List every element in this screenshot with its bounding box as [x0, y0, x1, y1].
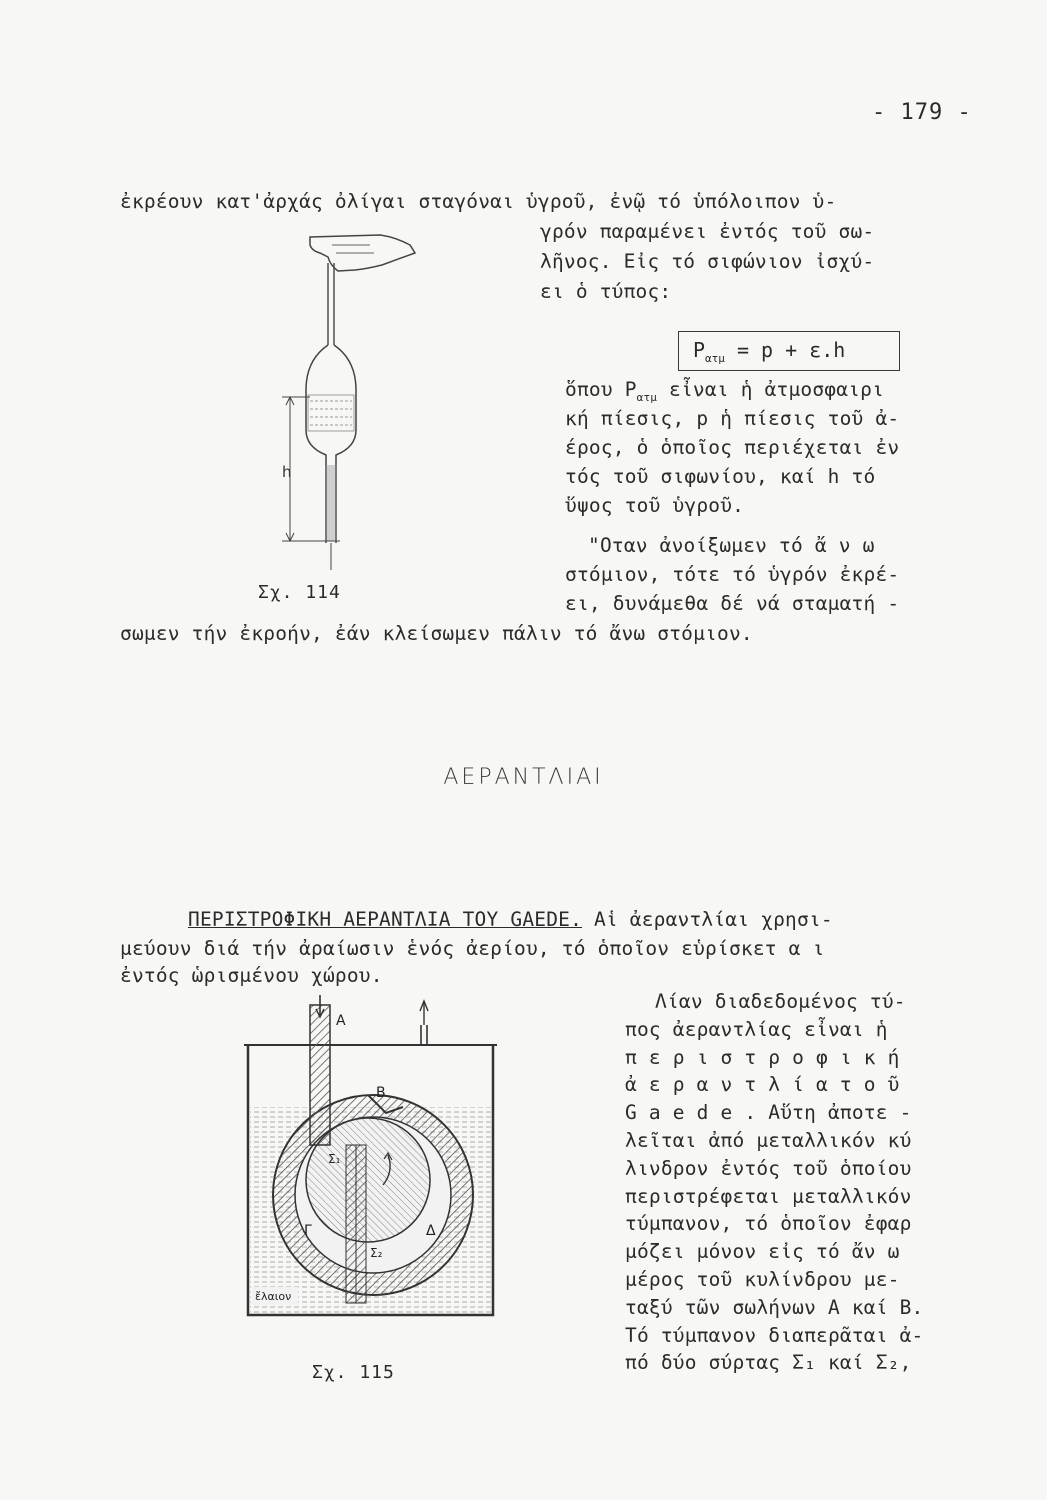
right-column-line: μόζει μόνον εἰς τό ἄν ω [625, 1240, 900, 1264]
explanation-line: ὕψος τοῦ ὑγροῦ. [565, 494, 745, 517]
right-column-line: Τό τύμπανον διαπερᾶται ἀ- [625, 1323, 924, 1347]
paragraph-line: μεύουν διά τήν ἀραίωσιν ἑνός ἀερίου, τό ὁποῖον εὑρίσκετ α ι [120, 937, 825, 960]
figure-114-caption: Σχ. 114 [258, 582, 341, 603]
formula-lhs-subscript: ατμ [705, 352, 725, 365]
explanation-text: ὅπου P [565, 378, 637, 401]
right-column-line: ταξύ τῶν σωλήνων A καί B. [625, 1295, 924, 1319]
paragraph-line [188, 908, 833, 931]
paragraph-text: Αἱ ἀεραντλίαι χρησι- [582, 908, 833, 931]
label-gamma: Γ [304, 1223, 312, 1239]
section-heading: ΑΕΡΑΝΤΛΙΑΙ [443, 765, 604, 790]
formula-lhs: P [693, 338, 706, 362]
page-number: - 179 - [872, 100, 972, 125]
paragraph-line: ει, δυνάμεθα δέ νά σταματή - [565, 592, 900, 615]
label-a: A [336, 1013, 346, 1029]
explanation-line: έρος, ὁ ὁποῖος περιέχεται ἐν [565, 436, 900, 459]
label-sigma2: Σ₂ [370, 1246, 383, 1260]
paragraph-line: ει ὁ τύπος: [540, 280, 672, 303]
right-column-line: περιστρέφεται μεταλλικόν [625, 1184, 912, 1208]
label-oil: ἔλαιον [255, 1290, 292, 1303]
right-column-line: λεῖται ἀπό μεταλλικόν κύ [625, 1129, 912, 1152]
label-delta: Δ [426, 1223, 436, 1239]
right-column-line: πό δύο σύρτας Σ₁ καί Σ₂, [625, 1351, 912, 1375]
right-column-line: πος ἀεραντλίας εἶναι ἡ [625, 1017, 888, 1041]
subsection-title: ΠΕΡΙΣΤΡΟΦΙΚΗ ΑΕΡΑΝΤΛΙΑ ΤΟΥ GAEDE. [188, 908, 583, 931]
paragraph-line: "Οταν ἀνοίξωμεν τό ἄ ν ω [588, 534, 875, 557]
figure-115-caption: Σχ. 115 [312, 1362, 395, 1383]
paragraph-line: λῆνος. Εἰς τό σιφώνιον ἰσχύ- [540, 250, 875, 273]
pressure-formula-box [678, 331, 900, 371]
paragraph-line: ἐντός ὡρισμένου χώρου. [120, 964, 383, 987]
explanation-line [565, 378, 884, 404]
explanation-text: εἶναι ἡ ἀτμοσφαιρι [657, 378, 884, 401]
paragraph-line: γρόν παραμένει ἐντός τοῦ σω- [540, 220, 875, 243]
height-label: h [282, 463, 292, 481]
paragraph-line: σωμεν τήν ἐκροήν, ἐάν κλείσωμεν πάλιν τό ἄνω στόμιον. [120, 622, 753, 645]
explanation-line: τός τοῦ σιφωνίου, καί h τό [565, 465, 876, 488]
right-column-line: G a e d e . Αὕτη ἀποτε - [625, 1101, 912, 1125]
right-column-line: τύμπανον, τό ὁποῖον ἐφαρ [625, 1212, 912, 1236]
paragraph-line: στόμιον, τότε τό ὑγρόν ἐκρέ- [565, 563, 900, 586]
right-column-line: ἀ ε ρ α ν τ λ ί α τ ο ῦ [625, 1073, 900, 1097]
right-column-line: μέρος τοῦ κυλίνδρου με- [625, 1268, 900, 1291]
explanation-subscript: ατμ [636, 390, 658, 404]
paragraph-line: ἐκρέουν κατ'ἀρχάς ὀλίγαι σταγόναι ὑγροῦ, ἐνῷ τό ὑπόλοιπον ὑ- [120, 190, 837, 213]
right-column-line: λινδρον ἐντός τοῦ ὁποίου [625, 1156, 912, 1180]
gaede-pump-figure [238, 995, 503, 1330]
label-sigma1: Σ₁ [328, 1152, 341, 1166]
right-column-line: π ε ρ ι σ τ ρ ο φ ι κ ή [625, 1045, 900, 1069]
formula-rhs: = p + ε.h [724, 338, 846, 362]
right-column-line: Λίαν διαδεδομένος τύ- [655, 990, 906, 1013]
label-b: B [376, 1085, 386, 1101]
explanation-line: κή πίεσις, p ἡ πίεσις τοῦ ἀ- [565, 407, 900, 430]
pipette-figure [270, 225, 420, 575]
